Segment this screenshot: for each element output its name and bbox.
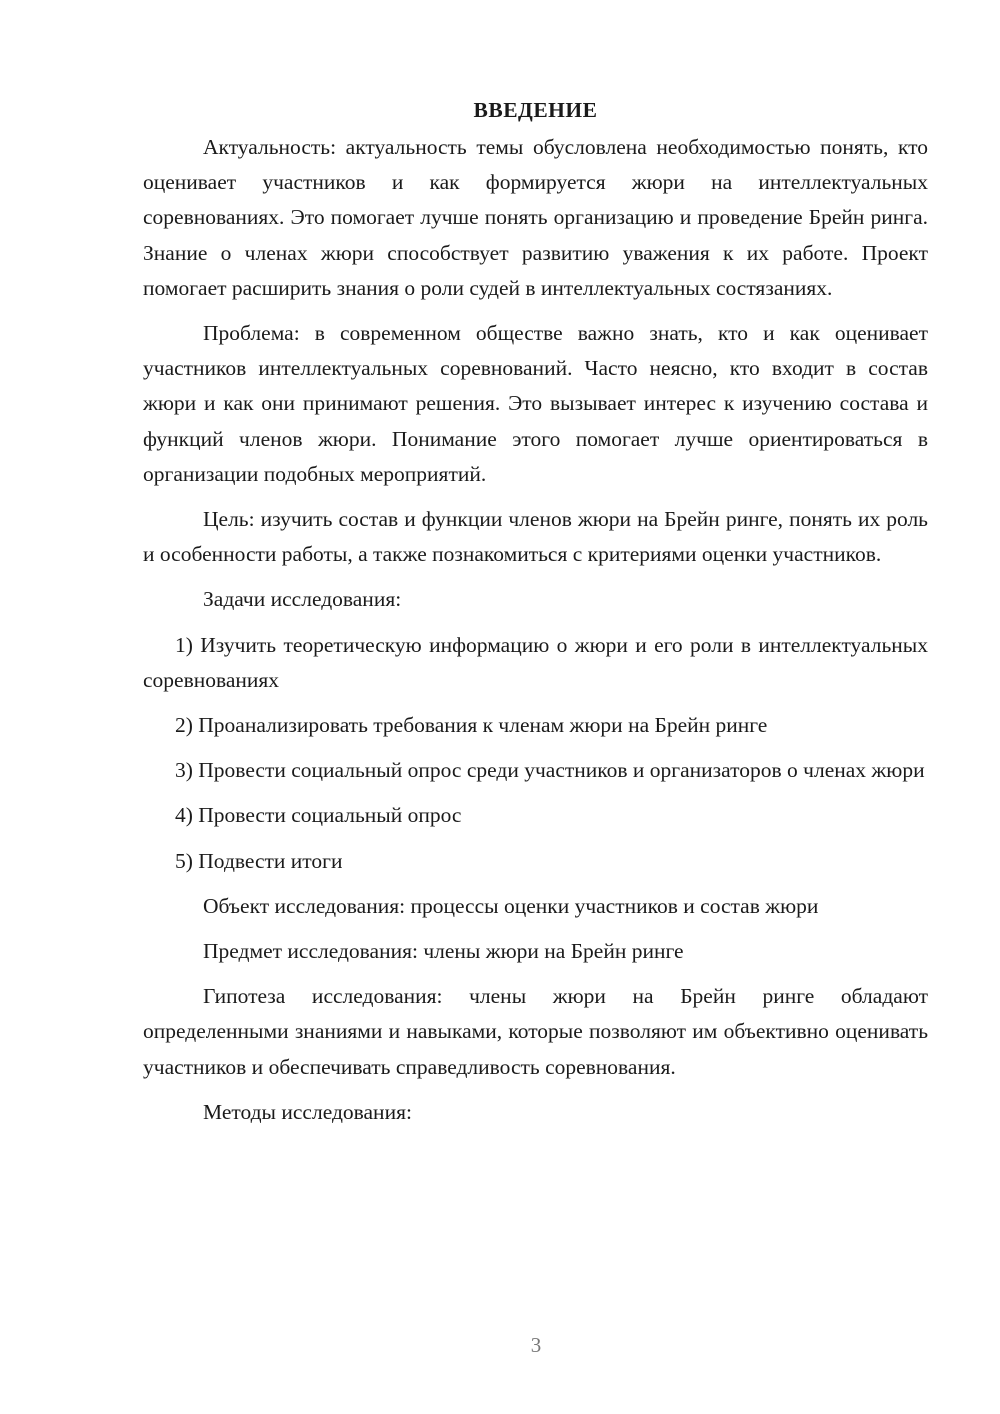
methods-heading: Методы исследования: (203, 1099, 412, 1124)
relevance-paragraph: Актуальность: актуальность темы обусловлена необходимостью понять, кто оценивает участников и как формируется жюри на интеллектуальных соревнованиях. Это помогает лучше понять организацию и проведение Брейн ринга. Знание о членах жюри способствует развитию уважения к их работе. Проект помогает расширить знания о роли судей в интеллектуальных состязаниях. (143, 135, 928, 300)
page-number: 3 (530, 1333, 542, 1357)
hypothesis-paragraph: Гипотеза исследования: члены жюри на Брейн ринге обладают определенными знаниями и навыками, которые позволяют им объективно оценивать участников и обеспечивать справедливость соревнования. (143, 984, 928, 1079)
task-item-3: 3) Провести социальный опрос среди участников и организаторов о членах жюри (175, 758, 925, 783)
task-item-2: 2) Проанализировать требования к членам жюри на Брейн ринге (175, 713, 768, 738)
goal-paragraph: Цель: изучить состав и функции членов жюри на Брейн ринге, понять их роль и особенности работы, а также познакомиться с критериями оценки участников. (143, 507, 928, 567)
object-paragraph: Объект исследования: процессы оценки участников и состав жюри (203, 893, 819, 918)
task-item-1: 1) Изучить теоретическую информацию о жюри и его роли в интеллектуальных соревнованиях (143, 632, 928, 692)
page-content (143, 96, 928, 1140)
problem-paragraph: Проблема: в современном обществе важно знать, кто и как оценивает участников интеллектуальных соревнований. Часто неясно, кто входит в состав жюри и как они принимают решения. Это вызывает интерес к изучению состава и функций членов жюри. Понимание этого помогает лучше ориентироваться в организации подобных мероприятий. (143, 321, 928, 486)
tasks-heading: Задачи исследования: (203, 587, 402, 612)
task-item-5: 5) Подвести итоги (175, 848, 343, 873)
section-title: ВВЕДЕНИЕ (473, 98, 598, 122)
task-item-4: 4) Провести социальный опрос (175, 803, 462, 828)
subject-paragraph: Предмет исследования: члены жюри на Брейн ринге (203, 939, 684, 964)
